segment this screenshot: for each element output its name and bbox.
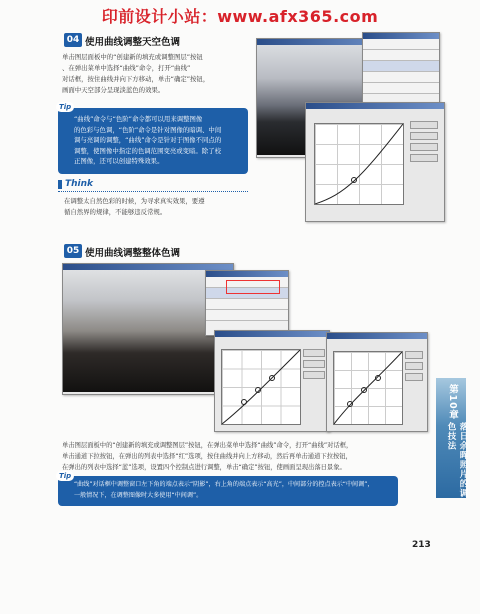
layer-row-selected: [363, 61, 439, 72]
ok-button[interactable]: [303, 349, 325, 357]
dialog-titlebar: [306, 103, 444, 109]
think-marker: [58, 180, 62, 189]
tip-box: [58, 472, 398, 506]
step-number-badge: 04: [64, 33, 82, 47]
text-line: 单击图层面板中的“创建新的填充或调整图层”按钮: [62, 53, 203, 61]
step-number-badge: 05: [64, 244, 82, 258]
text-line: 对话框，按住曲线并向下方移动，单击“确定”按钮，: [62, 75, 210, 83]
layer-row: [206, 299, 288, 310]
section1-body: [62, 52, 252, 96]
text-line: “曲线”对话框中调整窗口左下角的端点表示“阴影”，右上角的端点表示“高光”，中间部分的控点表示“中间调”，: [74, 481, 374, 488]
cancel-button[interactable]: [410, 132, 438, 140]
curves-graph: [221, 349, 301, 425]
layer-row: [363, 83, 439, 94]
text-line: 在弹出的列表中选择“蓝”选项，设置四个控制点进行调整，单击“确定”按钮，使画面呈现出落日景象。: [62, 464, 346, 471]
dialog-buttons: [410, 121, 438, 162]
text-line: “曲线”命令与“色阶”命令都可以用来调整图像: [74, 115, 203, 123]
chapter-label: 第10章: [447, 384, 458, 421]
cancel-button[interactable]: [405, 362, 423, 370]
text-line: 在调整太自然色彩的时候，为寻求真实效果，要遵: [64, 197, 205, 205]
layer-row: [363, 72, 439, 83]
dialog-buttons: [405, 351, 423, 381]
think-title: Think: [65, 179, 94, 189]
ok-button[interactable]: [410, 121, 438, 129]
highlight-callout: [226, 280, 280, 294]
curves-graph: [333, 351, 403, 425]
text-line: 一般情况下，在调整图像时大多使用“中间调”。: [74, 491, 203, 499]
text-line: 单击通道下拉按钮，在弹出的列表中选择“红”选项，按住曲线并向上方移动，然后再单击通道下拉按钮，: [62, 453, 352, 460]
text-line: 循自然界的规律，不能够违反常规。: [64, 208, 167, 216]
divider: [58, 191, 248, 192]
layer-row: [206, 310, 288, 321]
text-line: 调整，使图像中指定的色调范围变亮或变暗。除了校: [74, 146, 221, 155]
auto-button[interactable]: [405, 373, 423, 381]
curves-graph: [314, 123, 404, 205]
section-title: 使用曲线调整整体色调: [85, 248, 181, 259]
text-line: 、在弹出菜单中选择“曲线”命令，打开“曲线”: [62, 64, 191, 72]
cancel-button[interactable]: [303, 360, 325, 368]
chapter-sidebar: [436, 378, 466, 498]
text-line: 的色彩与色调，“色阶”命令是针对图像的暗调、中间: [74, 125, 222, 134]
curves-dialog-red: [214, 330, 330, 432]
curves-dialog-blue: [326, 332, 428, 432]
chapter-title: 落日余晖照片的调色技法: [446, 422, 468, 498]
tip-tag: Tip: [56, 471, 74, 481]
section-title: 使用曲线调整天空色调: [85, 37, 181, 48]
curve-line: [315, 124, 403, 204]
layer-row: [363, 39, 439, 50]
text-line: 调与亮调的调整，“曲线”命令是针对于图像不同点的: [74, 136, 222, 144]
dialog-titlebar: [327, 333, 427, 339]
tip-text: [74, 114, 246, 167]
dialog-buttons: [303, 349, 325, 379]
ok-button[interactable]: [405, 351, 423, 359]
text-line: 单击图层面板中的“创建新的填充或调整图层”按钮，在弹出菜单中选择“曲线”命令，打开“曲线”对话框，: [62, 442, 353, 449]
auto-button[interactable]: [410, 143, 438, 151]
section2-body: [62, 440, 412, 473]
think-text: [64, 196, 249, 218]
dialog-titlebar: [215, 331, 329, 337]
curve-line: [334, 352, 402, 424]
curves-dialog: [305, 102, 445, 222]
tip-text: [74, 480, 396, 501]
watermark: 印前设计小站：www.afx365.com: [101, 7, 379, 26]
page-number: 213: [412, 540, 431, 550]
tip-tag: Tip: [56, 102, 74, 112]
options-button[interactable]: [410, 154, 438, 162]
text-line: 正图像，还可以创建特殊效果。: [74, 157, 164, 165]
auto-button[interactable]: [303, 371, 325, 379]
text-line: 画面中天空部分呈现淡蓝色的效果。: [62, 86, 165, 94]
curve-line: [222, 350, 300, 424]
layer-row: [363, 50, 439, 61]
tip-box: [58, 103, 248, 174]
layers-panel: [362, 32, 440, 108]
